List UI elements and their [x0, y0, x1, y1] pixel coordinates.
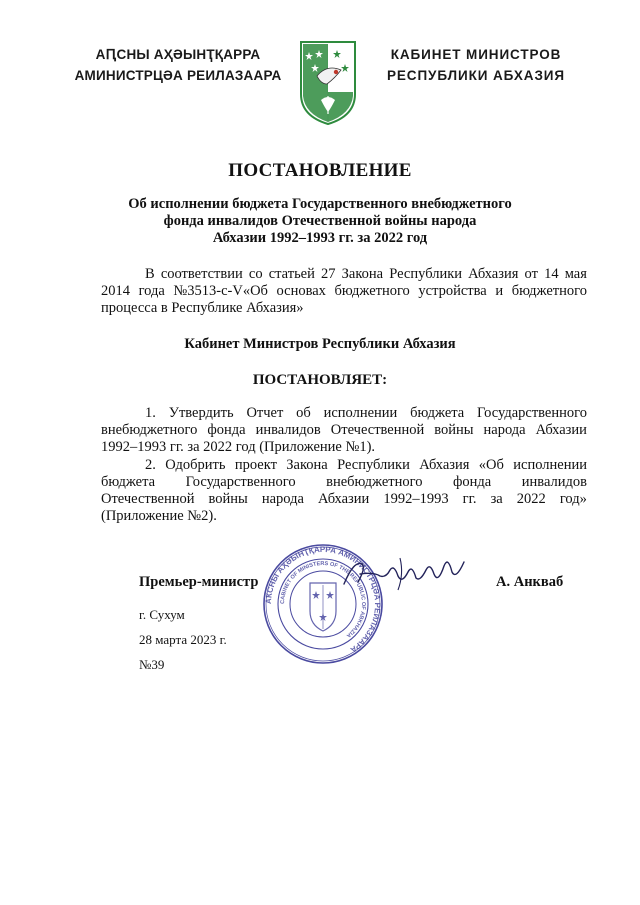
- preamble-paragraph: [101, 266, 587, 317]
- handwritten-signature: [340, 554, 470, 594]
- preamble-line-3: процесса в Республике Абхазия»: [101, 300, 304, 316]
- item2-line-1: 2. Одобрить проект Закона Республики Абхазия «Об исполнении: [145, 457, 587, 473]
- subject-line-1: Об исполнении бюджета Государственного внебюджетного: [128, 196, 512, 212]
- header-left-line2: АМИНИСТРЦӘА РЕИЛАЗААРА: [74, 68, 282, 83]
- seal-outer-text: АҞСНЫ АҲӘЫНҬҚАРРА АМИНИСТРЦӘА РЕИЛАЗААРА: [263, 544, 383, 655]
- ministry-header-abkhaz: [58, 44, 298, 86]
- item2-line-4: (Приложение №2).: [101, 508, 217, 524]
- document-subject: [0, 196, 640, 247]
- decree-item-1: [101, 405, 587, 456]
- signer-position: Премьер-министр: [139, 574, 259, 590]
- item1-line-3: 1992–1993 гг. за 2022 год (Приложение №1).: [101, 439, 376, 455]
- header-left-line1: АԤСНЫ АҲӘЫНҬҚАРРА: [95, 47, 261, 62]
- subject-line-2: фонда инвалидов Отечественной войны народа: [163, 213, 477, 229]
- document-type-title: ПОСТАНОВЛЕНИЕ: [228, 160, 412, 181]
- header-right-line1: КАБИНЕТ МИНИСТРОВ: [390, 47, 562, 62]
- seal-inner-text: CABINET OF MINISTERS OF THE REPUBLIC OF ABKHAZIA: [279, 560, 367, 639]
- decree-keyword: ПОСТАНОВЛЯЕТ:: [252, 372, 388, 388]
- ministry-header-russian: [368, 44, 584, 86]
- decree-item-2: [101, 457, 587, 525]
- subject-line-3: Абхазии 1992–1993 гг. за 2022 год: [212, 230, 428, 246]
- signer-name: А. Анкваб: [496, 574, 564, 590]
- issue-place: г. Сухум: [139, 607, 185, 622]
- item2-line-2: бюджета Государственного внебюджетного фонда инвалидов: [101, 474, 587, 490]
- abkhazia-coat-of-arms-icon: [297, 38, 359, 126]
- item1-line-2: внебюджетного фонда инвалидов Отечественной войны народа Абхазии: [101, 422, 587, 438]
- preamble-line-2: 2014 года №3513-с-V«Об основах бюджетного устройства и бюджетного: [101, 283, 587, 299]
- preamble-line-1: В соответствии со статьей 27 Закона Республики Абхазия от 14 мая: [145, 266, 587, 282]
- item1-line-1: 1. Утвердить Отчет об исполнении бюджета Государственного: [145, 405, 587, 421]
- issue-date: 28 марта 2023 г.: [139, 632, 227, 647]
- document-number: №39: [139, 657, 165, 672]
- issuing-authority: Кабинет Министров Республики Абхазия: [184, 336, 456, 352]
- item2-line-3: Отечественной войны народа Абхазии 1992–1993 гг. за 2022 год»: [101, 491, 587, 507]
- header-right-line2: РЕСПУБЛИКИ АБХАЗИЯ: [386, 68, 566, 83]
